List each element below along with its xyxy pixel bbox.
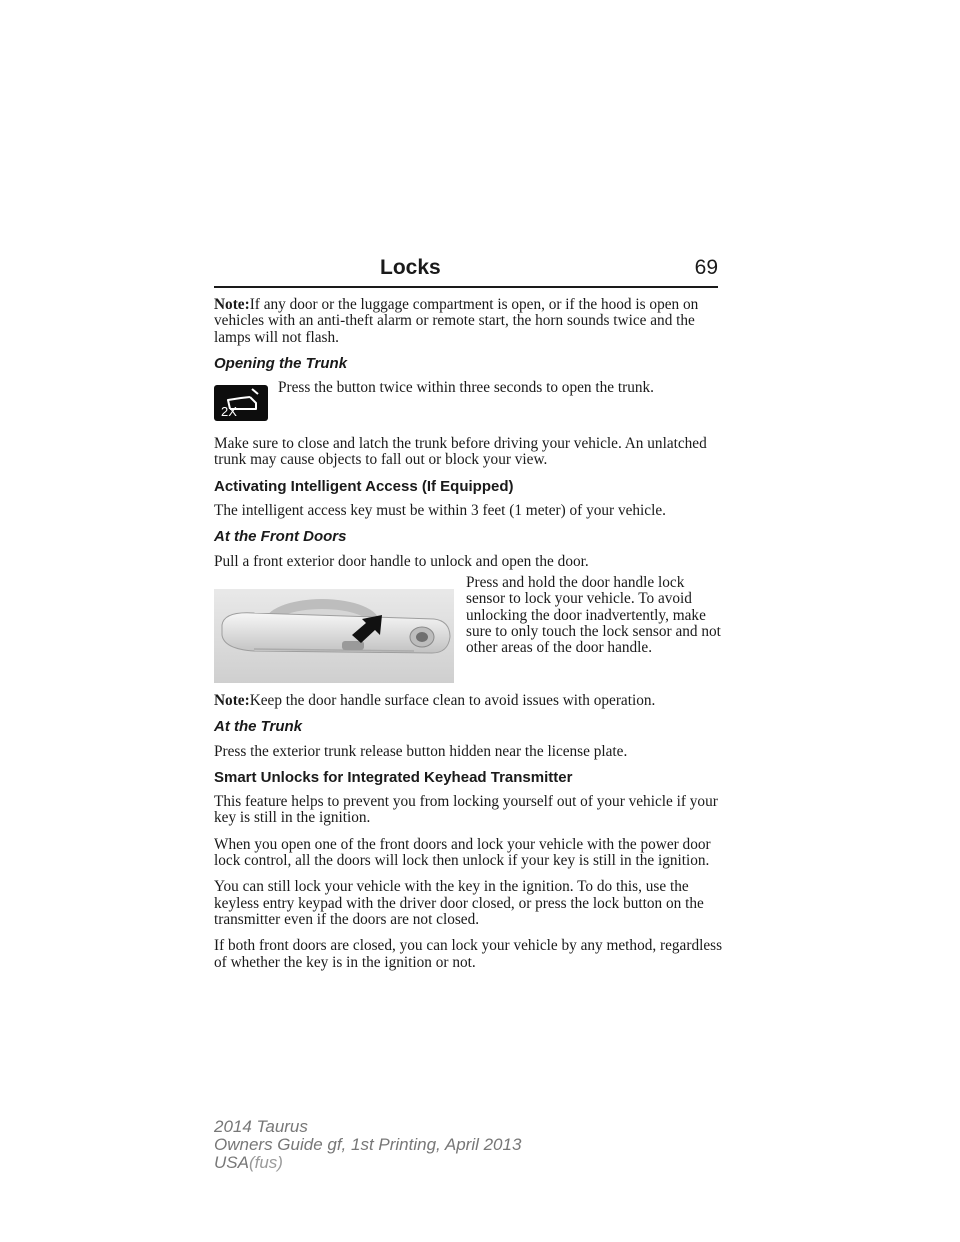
note-paragraph — [214, 297, 724, 346]
section-title: Locks — [380, 256, 441, 279]
footer-model: 2014 Taurus — [214, 1117, 308, 1136]
smart-unlocks-p3: You can still lock your vehicle with the key in the ignition. To do this, use the keyless entry keypad with the driver door closed, or press the lock button on the transmitter even if the doors are not closed. — [214, 878, 704, 928]
smart-unlocks-p1: This feature helps to prevent you from locking yourself out of your vehicle if your key is still in the ignition. — [214, 793, 718, 827]
note-text: If any door or the luggage compartment is open, or if the hood is open on vehicles with an anti-theft alarm or remote start, the horn sounds twice and the lamps will not flash. — [214, 296, 699, 346]
at-trunk-text: Press the exterior trunk release button hidden near the license plate. — [214, 742, 628, 760]
footer-region-code: (fus) — [248, 1153, 283, 1172]
heading-front-doors: At the Front Doors — [214, 528, 347, 546]
intelligent-access-text: The intelligent access key must be within 3 feet (1 meter) of your vehicle. — [214, 502, 666, 520]
header-divider — [214, 286, 718, 288]
page-header — [214, 256, 718, 292]
heading-at-trunk: At the Trunk — [214, 718, 303, 736]
note-label: Note: — [214, 296, 250, 313]
door-handle-section — [214, 575, 724, 683]
door-handle-instructions: Press and hold the door handle lock sensor to lock your vehicle. To avoid unlocking the door inadvertently, make sure to only touch the lock sensor and not other areas of the door handle. — [466, 573, 721, 657]
note-label: Note: — [214, 691, 250, 709]
page-footer — [214, 1118, 521, 1172]
footer-market — [214, 1154, 521, 1172]
heading-intelligent-access: Activating Intelligent Access (If Equipped) — [214, 477, 514, 495]
heading-smart-unlocks: Smart Unlocks for Integrated Keyhead Transmitter — [214, 768, 573, 786]
trunk-instruction-row — [214, 380, 724, 426]
page-content — [214, 297, 724, 981]
smart-unlocks-p4: If both front doors are closed, you can lock your vehicle by any method, regardless of whether the key is in the ignition or not. — [214, 937, 723, 971]
footer-edition: Owners Guide gf, 1st Printing, April 2013 — [214, 1135, 522, 1154]
trunk-icon-label: 2X — [221, 404, 237, 420]
heading-opening-trunk: Opening the Trunk — [214, 354, 348, 372]
trunk-instruction: Press the button twice within three seconds to open the trunk. — [278, 379, 654, 397]
door-handle-image — [214, 589, 454, 683]
trunk-open-icon — [214, 385, 268, 421]
footer-region: USA — [214, 1153, 249, 1172]
note-text: Keep the door handle surface clean to avoid issues with operation. — [249, 691, 656, 709]
front-doors-text: Pull a front exterior door handle to unlock and open the door. — [214, 552, 589, 570]
smart-unlocks-p2: When you open one of the front doors and lock your vehicle with the power door lock control, all the doors will lock then unlock if your key is still in the ignition. — [214, 835, 711, 870]
trunk-warning: Make sure to close and latch the trunk before driving your vehicle. An unlatched trunk may cause objects to fall out or block your view. — [214, 435, 707, 469]
note-paragraph — [214, 693, 724, 709]
page-number: 69 — [694, 256, 718, 279]
